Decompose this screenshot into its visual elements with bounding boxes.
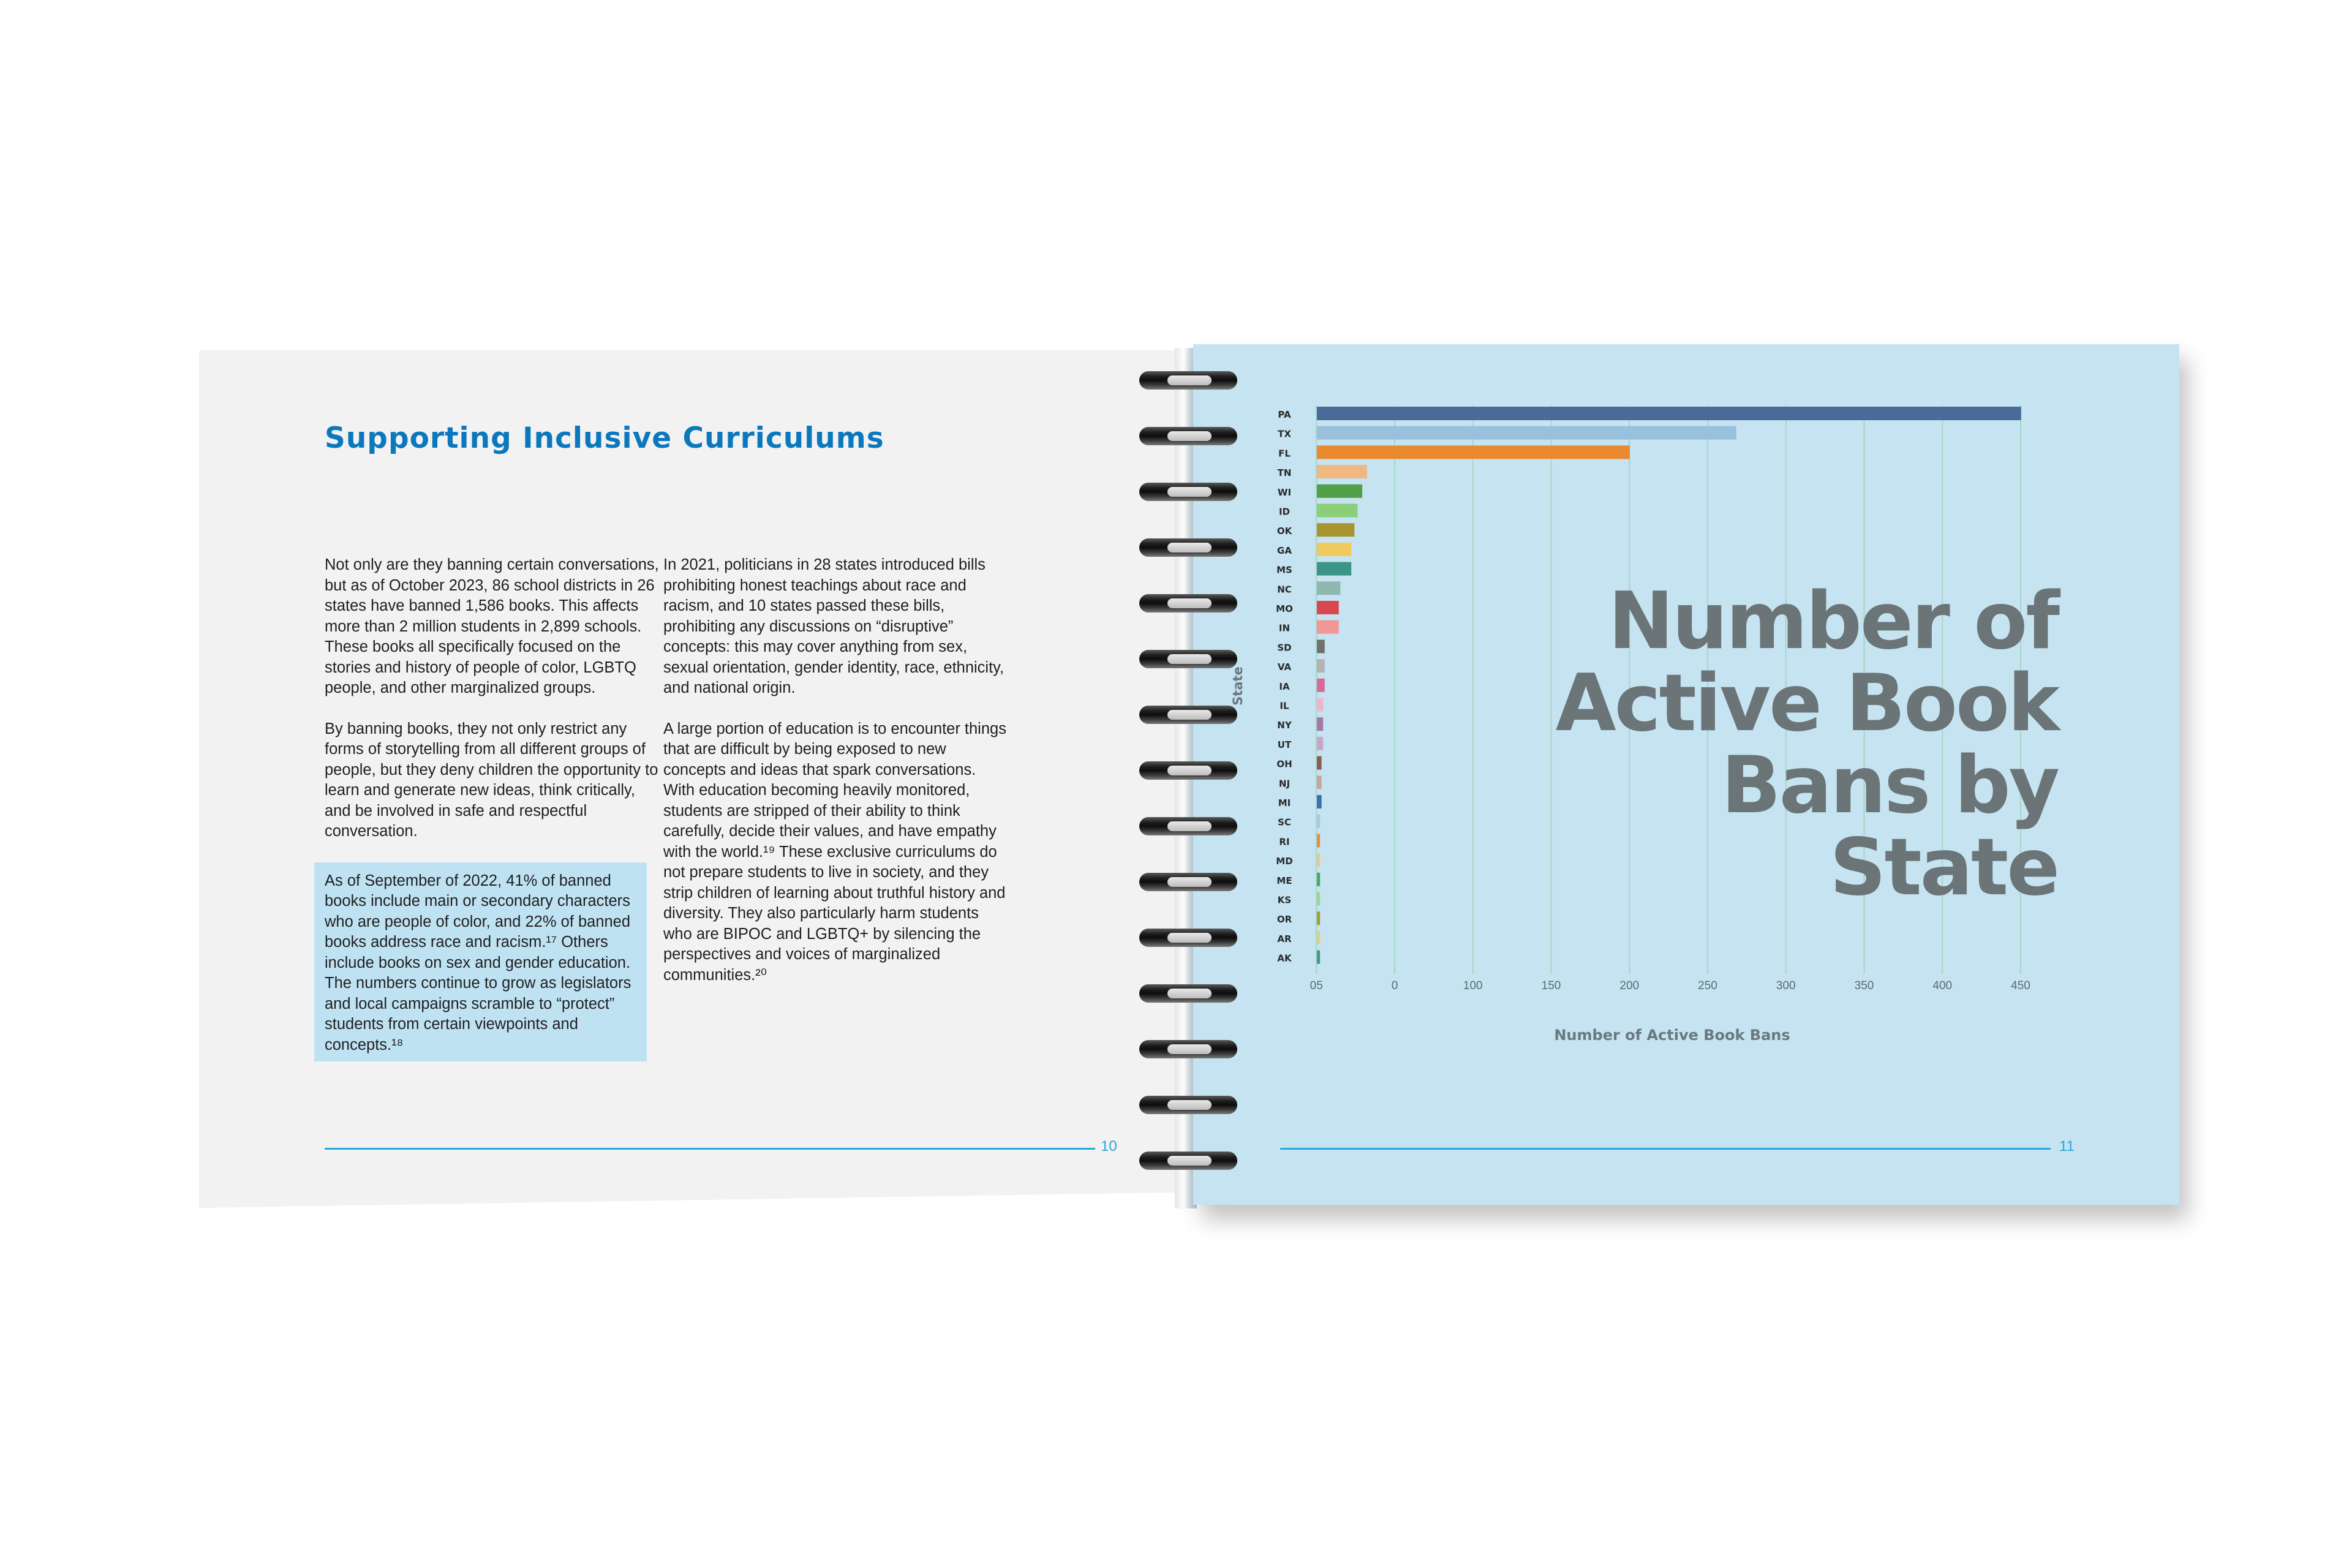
bar-ar [1317, 931, 1320, 944]
ring-hole [1167, 431, 1212, 441]
chart-title: Number of Active Book Bans by State [1555, 576, 2058, 913]
bar-mo [1317, 601, 1339, 614]
y-tick-label: MI [1278, 797, 1291, 809]
bar-tx [1317, 426, 1736, 440]
bar-nc [1317, 581, 1340, 595]
paragraph: Not only are they banning certain conversations, but as of October 2023, 86 school districts in 26 states have banned 1,586 books. This affects more than 2 million students in 2,899 schools. These books all specifically focused on the stories and history of people of color, LGBTQ people, and other marginalized groups. [325, 556, 659, 696]
bar-pa [1317, 407, 2021, 420]
page-number-right: 11 [2059, 1138, 2075, 1155]
y-tick-label: AR [1277, 933, 1292, 944]
x-tick-label: 100 [1463, 979, 1483, 992]
x-tick-label: 150 [1541, 979, 1561, 992]
bar-ny [1317, 717, 1323, 731]
bar-ok [1317, 523, 1354, 537]
y-axis-label: State [1231, 666, 1245, 706]
bar-me [1317, 873, 1320, 886]
x-tick-label: 05 [1310, 979, 1323, 992]
ring-hole [1167, 543, 1212, 552]
bar-in [1317, 620, 1339, 634]
binding-ring [1137, 368, 1241, 394]
paragraph: In 2021, politicians in 28 states introduced bills prohibiting honest teachings about race and racism, and 10 states passed these bills, prohibiting any discussions on “disruptive” concepts: this may cover anything from sex, sexual orientation, gender identity, race, ethnicity, and national origin. [663, 556, 1005, 696]
ring-hole [1167, 766, 1212, 775]
x-tick-label: 250 [1698, 979, 1717, 992]
y-tick-label: TN [1277, 467, 1292, 479]
y-tick-label: OR [1276, 914, 1292, 925]
x-tick-label: 350 [1854, 979, 1874, 992]
binding-ring [1137, 1148, 1241, 1175]
ring-hole [1167, 598, 1212, 608]
ring-hole [1167, 710, 1212, 720]
y-tick-label: TX [1278, 428, 1291, 440]
bar-fl [1317, 445, 1630, 459]
y-tick-label: RI [1279, 836, 1290, 848]
binding-ring [1137, 1092, 1241, 1119]
y-tick-label: OK [1276, 526, 1292, 537]
x-tick-label: 300 [1776, 979, 1796, 992]
y-tick-label: GA [1277, 545, 1292, 556]
y-tick-label: MD [1276, 856, 1293, 867]
bar-nj [1317, 775, 1322, 789]
y-tick-label: IL [1280, 700, 1289, 712]
y-tick-label: VA [1277, 662, 1292, 673]
y-tick-label: SC [1278, 816, 1291, 828]
x-tick-label: 450 [2011, 979, 2030, 992]
x-axis-label: Number of Active Book Bans [1554, 1027, 1790, 1044]
ring-hole [1167, 877, 1212, 887]
text-column-left [325, 555, 662, 1082]
y-tick-label: IN [1278, 622, 1291, 634]
y-tick-label: WI [1277, 486, 1292, 498]
y-tick-label: ID [1278, 506, 1291, 518]
ring-hole [1167, 1044, 1212, 1054]
text-column-right [663, 555, 1006, 1006]
bar-ga [1317, 543, 1351, 556]
page-title: Supporting Inclusive Curriculums [325, 421, 884, 455]
footer-rule-left [325, 1148, 1095, 1150]
y-tick-label: MS [1276, 564, 1292, 576]
paragraph: A large portion of education is to encounter things that are difficult by being exposed to new concepts and ideas that spark conversations. With education becoming heavily monitored, students are stripped of their ability to think carefully, decide their values, and have empathy with the world.¹⁹ These exclusive curriculums do not prepare students to live in society, and they strip children of learning about truthful history and diversity. They also particularly harm students who are BIPOC and LGBTQ+ by silencing the perspectives and voices of marginalized communities.²⁰ [663, 720, 1006, 984]
bar-ms [1317, 562, 1351, 576]
ring-hole [1167, 1100, 1212, 1110]
y-tick-label: ME [1276, 875, 1292, 886]
y-tick-label: IA [1279, 680, 1290, 692]
ring-hole [1167, 1156, 1212, 1166]
footer-rule-right [1280, 1148, 2051, 1150]
ring-hole [1167, 989, 1212, 998]
ring-hole [1167, 654, 1212, 664]
x-tick-label: 0 [1391, 979, 1398, 992]
y-tick-label: KS [1277, 894, 1292, 906]
bar-va [1317, 659, 1325, 673]
ring-hole [1167, 375, 1212, 385]
x-tick-label: 400 [1932, 979, 1953, 992]
bar-ks [1317, 892, 1320, 906]
bar-oh [1317, 756, 1322, 770]
ring-hole [1167, 933, 1212, 943]
page-number-left: 10 [1101, 1138, 1117, 1155]
y-tick-label: PA [1278, 409, 1291, 420]
y-tick-label: MO [1276, 603, 1293, 614]
bar-md [1317, 853, 1320, 867]
bar-ut [1317, 737, 1323, 750]
y-tick-label: AK [1277, 952, 1292, 964]
y-tick-label: SD [1277, 642, 1292, 654]
bar-ri [1317, 834, 1320, 847]
bar-ak [1317, 951, 1320, 964]
y-tick-label: NC [1277, 584, 1292, 595]
bar-mi [1317, 795, 1322, 809]
bar-id [1317, 504, 1357, 518]
bar-sc [1317, 815, 1320, 828]
bar-il [1317, 698, 1323, 712]
bar-tn [1317, 465, 1367, 478]
ring-hole [1167, 821, 1212, 831]
x-tick-label: 200 [1619, 979, 1640, 992]
ring-hole [1167, 487, 1212, 497]
bar-or [1317, 911, 1320, 925]
y-tick-label: NJ [1278, 778, 1291, 790]
y-tick-label: FL [1278, 448, 1291, 459]
callout-box: As of September of 2022, 41% of banned books include main or secondary characters who are people of color, and 22% of banned books address race and racism.¹⁷ Others include books on sex and gender education. The numbers continue to grow as legislators and local campaigns scramble to “protect” students from certain viewpoints and concepts.¹⁸ [314, 862, 647, 1062]
paragraph: By banning books, they not only restrict any forms of storytelling from all different groups of people, but they deny children the opportunity to learn and generate new ideas, think critically, and be involved in safe and respectful conversation. [325, 720, 658, 840]
bar-wi [1317, 484, 1362, 498]
bar-ia [1317, 679, 1325, 692]
y-tick-label: OH [1276, 758, 1292, 770]
y-tick-label: NY [1277, 720, 1292, 731]
bar-sd [1317, 639, 1325, 653]
y-tick-label: UT [1277, 739, 1292, 750]
